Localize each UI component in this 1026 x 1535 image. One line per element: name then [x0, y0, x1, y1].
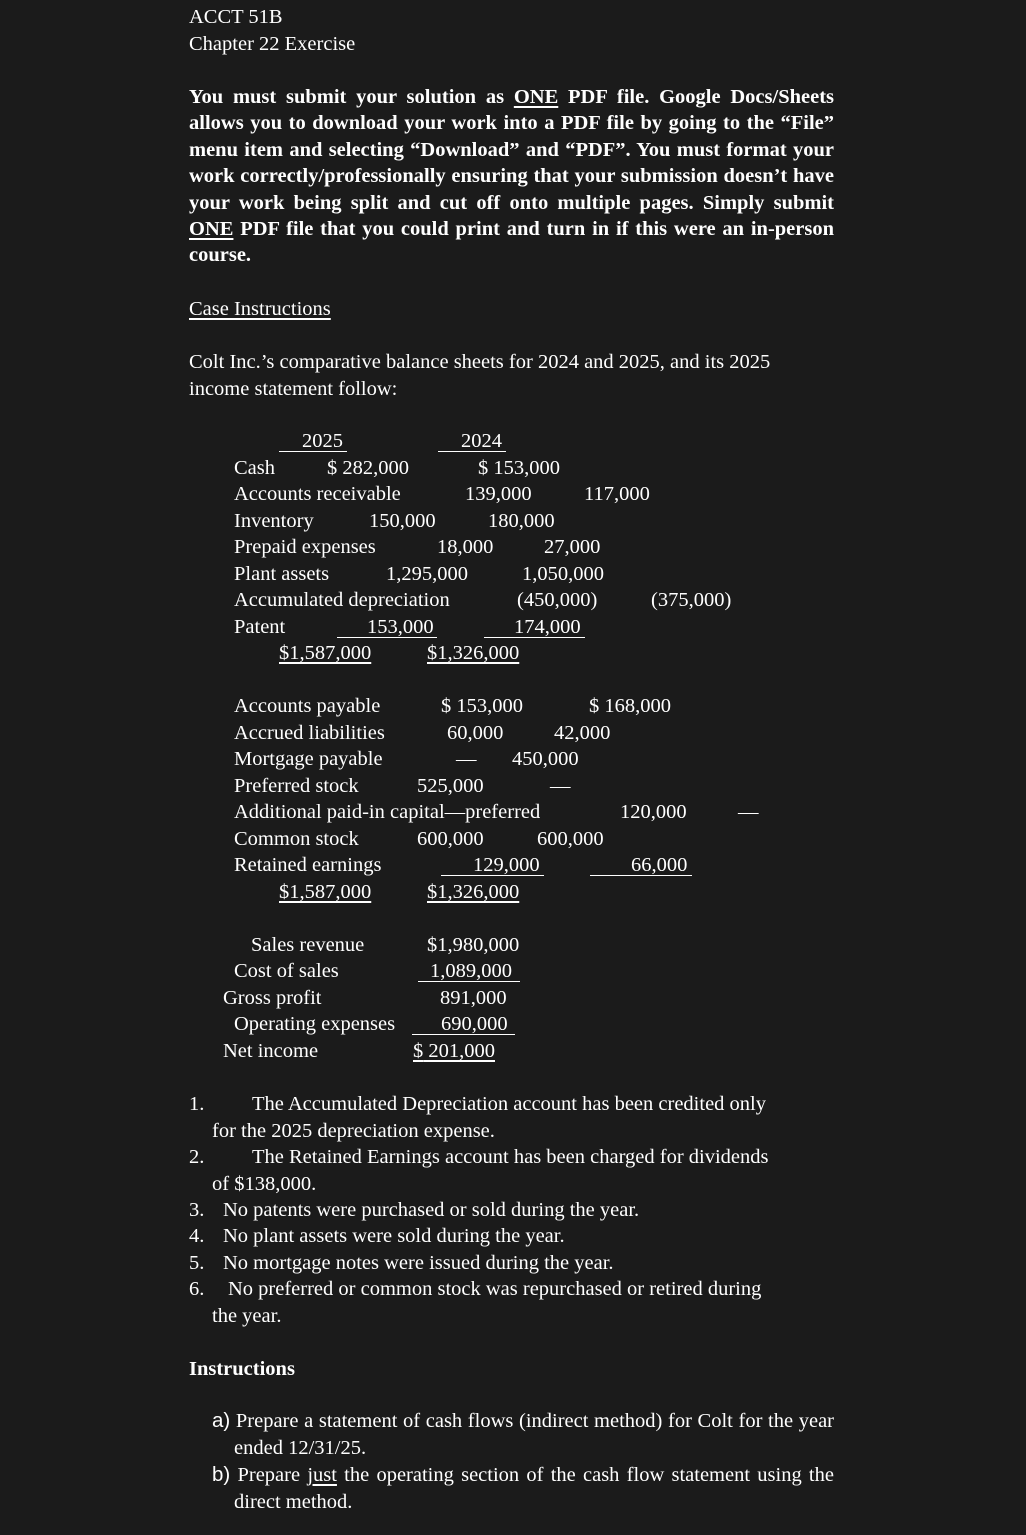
- cogs-label: Cost of sales: [234, 960, 339, 982]
- common-2024: 600,000: [537, 828, 604, 850]
- plant-2025: 1,295,000: [386, 563, 468, 585]
- total-assets-2025: $1,587,000: [279, 642, 372, 664]
- accrued-2025: 60,000: [447, 722, 504, 744]
- note-2-text: The Retained Earnings account has been charged for dividends: [252, 1146, 769, 1168]
- note-1-cont: for the 2025 depreciation expense.: [212, 1120, 495, 1142]
- accrued-label: Accrued liabilities: [234, 722, 385, 744]
- net-label: Net income: [223, 1040, 319, 1062]
- note-1-number: 1.: [189, 1093, 205, 1115]
- total-liab-2024: $1,326,000: [427, 881, 520, 903]
- apic-2024: —: [738, 801, 759, 823]
- patent-2024: 174,000: [514, 616, 581, 638]
- mortgage-2024: 450,000: [512, 748, 579, 770]
- note-5-text: No mortgage notes were issued during the year.: [223, 1252, 614, 1274]
- retained-label: Retained earnings: [234, 854, 382, 876]
- inventory-label: Inventory: [234, 510, 314, 532]
- cogs-value: 1,089,000: [430, 960, 512, 982]
- retained-2025: 129,000: [473, 854, 540, 876]
- instructions-heading: Instructions: [189, 1358, 295, 1380]
- note-3-number: 3.: [189, 1199, 205, 1221]
- patent-label: Patent: [234, 616, 286, 638]
- total-liab-2025: $1,587,000: [279, 881, 372, 903]
- mortgage-label: Mortgage payable: [234, 748, 383, 770]
- ar-2025: 139,000: [465, 483, 532, 505]
- prepaid-label: Prepaid expenses: [234, 536, 376, 558]
- year-2024-header: 2024: [461, 430, 502, 452]
- inventory-2024: 180,000: [488, 510, 555, 532]
- chapter-title: Chapter 22 Exercise: [189, 33, 356, 55]
- mortgage-2025: —: [456, 748, 477, 770]
- case-instructions-heading: Case Instructions: [189, 298, 331, 320]
- cash-2025: $ 282,000: [327, 457, 409, 479]
- note-2-cont: of $138,000.: [212, 1173, 317, 1195]
- year-2025-header: 2025: [302, 430, 343, 452]
- total-assets-2024: $1,326,000: [427, 642, 520, 664]
- instruction-a: a) Prepare a statement of cash flows (indirect method) for Colt for the year ended 12/31/25.: [212, 1409, 834, 1459]
- accrued-2024: 42,000: [554, 722, 611, 744]
- preferred-label: Preferred stock: [234, 775, 359, 797]
- ar-2024: 117,000: [584, 483, 650, 505]
- apic-label: Additional paid-in capital—preferred: [234, 801, 541, 823]
- note-6-number: 6.: [189, 1278, 205, 1300]
- accdep-2025: (450,000): [517, 589, 598, 611]
- gross-value: 891,000: [440, 987, 507, 1009]
- instruction-b: b) Prepare just the operating section of the cash flow statement using the direct method.: [212, 1463, 834, 1513]
- opex-label: Operating expenses: [234, 1013, 396, 1035]
- inventory-2025: 150,000: [369, 510, 436, 532]
- prepaid-2024: 27,000: [544, 536, 601, 558]
- note-3-text: No patents were purchased or sold during the year.: [223, 1199, 640, 1221]
- apic-2025: 120,000: [620, 801, 687, 823]
- gross-label: Gross profit: [223, 987, 322, 1009]
- ar-label: Accounts receivable: [234, 483, 401, 505]
- case-intro: Colt Inc.’s comparative balance sheets for 2024 and 2025, and its 2025 income statement follow:: [189, 351, 771, 400]
- course-title: ACCT 51B: [189, 6, 283, 28]
- note-4-number: 4.: [189, 1225, 205, 1247]
- cash-label: Cash: [234, 457, 275, 479]
- ap-label: Accounts payable: [234, 695, 381, 717]
- plant-2024: 1,050,000: [522, 563, 604, 585]
- note-6-cont: the year.: [212, 1305, 282, 1327]
- note-5-number: 5.: [189, 1252, 205, 1274]
- accdep-label: Accumulated depreciation: [234, 589, 450, 611]
- preferred-2025: 525,000: [417, 775, 484, 797]
- cash-2024: $ 153,000: [478, 457, 560, 479]
- retained-2024: 66,000: [631, 854, 688, 876]
- note-2-number: 2.: [189, 1146, 205, 1168]
- common-2025: 600,000: [417, 828, 484, 850]
- ap-2025: $ 153,000: [441, 695, 523, 717]
- plant-label: Plant assets: [234, 563, 330, 585]
- note-4-text: No plant assets were sold during the year.: [223, 1225, 565, 1247]
- sales-value: $1,980,000: [427, 934, 520, 956]
- preferred-2024: —: [550, 775, 571, 797]
- prepaid-2025: 18,000: [437, 536, 494, 558]
- accdep-2024: (375,000): [651, 589, 732, 611]
- note-1-text: The Accumulated Depreciation account has been credited only: [252, 1093, 766, 1115]
- common-label: Common stock: [234, 828, 359, 850]
- sales-label: Sales revenue: [251, 934, 365, 956]
- opex-value: 690,000: [441, 1013, 508, 1035]
- net-value: $ 201,000: [413, 1040, 495, 1062]
- submission-instructions: You must submit your solution as ONE PDF file. Google Docs/Sheets allows you to download your work into a PDF file by going to the “File” menu item and selecting “Download” and “PDF”. You must format your work correctly/professionally ensuring that your submission doesn’t have your work being split and cut off onto multiple pages. Simply submit ONE PDF file that you could print and turn in if this were an in-person course.: [189, 86, 834, 267]
- ap-2024: $ 168,000: [589, 695, 671, 717]
- patent-2025: 153,000: [367, 616, 434, 638]
- note-6-text: No preferred or common stock was repurchased or retired during: [228, 1278, 762, 1300]
